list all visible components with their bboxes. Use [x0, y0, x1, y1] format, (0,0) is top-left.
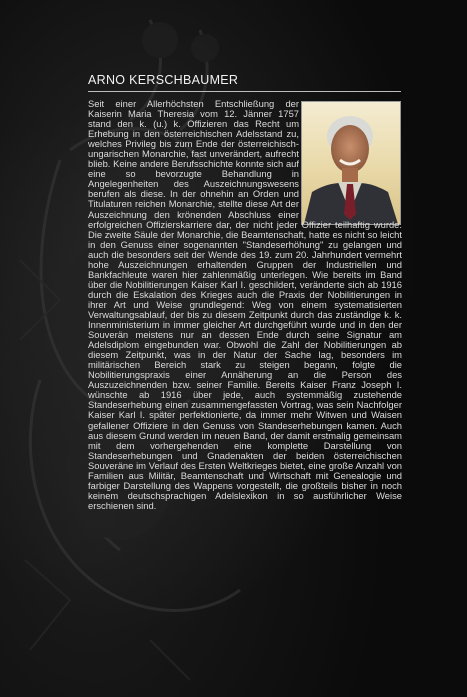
author-name: ARNO KERSCHBAUMER: [88, 73, 239, 87]
portrait-spacer: [299, 99, 402, 219]
body-text-content: Seit einer Allerhöchsten Entschließung der Kaiserin Maria Theresia vom 12. Jänner 1757 stand den k. (u.) k. Offizieren das Recht um Erhebung in den österreichischen Adelsstand zu, welches Privileg bis zum Ende der österreichisch-ungarischen Monarchie, fast unverändert, aufrecht blieb. Keine andere Berufsschichte konnte sich auf eine so bevorzugte Behandlung in Angelegenheiten des Auszeichnungswesens berufen als diese. In der ohnehin an Orden und Titulaturen reichen Monarchie, stellte diese Art der Auszeichnung den krönenden Abschluss einer erfolgreichen Offizierskarriere dar, der nicht jeder Offizier teilhaftig wurde. Die zweite Säule der Monarchie, die Beamtenschaft, hatte es nicht so leicht in den Genuss einer sogenannten "Standeserhöhung" zu gelangen und auch die besonders seit der Wende des 19. zum 20. Jahrhundert vermehrt hohe Auszeichnungen erhaltenden Gruppen der Industriellen und Bankfachleute waren hier zahlenmäßig unterlegen. Wie bereits im Band über die Nobilitierungen Kaiser Karl I. geschildert, veränderte sich ab 1916 durch die Eskalation des Krieges auch die Praxis der Nobilitierungen in ihrer Art und Weise grundlegend: Weg von einem systematisierten Verwaltungsablauf, der bis zu diesem Zeitpunkt durch das zuständige k. k. Innenministerium in immer gleicher Art durchgeführt wurde und in den der Souverän meistens nur an dessen Ende durch seine Signatur am Adelsdiplom eingebunden war. Obwohl die Zahl der Nobilitierungen ab diesem Zeitpunkt, was in der Natur der Sache lag, besonders im militärischen Bereich stark zu steigen begann, folgte die Nobilitierungspraxis einer Annäherung an die Person des Auszuzeichnenden bzw. seiner Familie. Bereits Kaiser Franz Joseph I. wünschte ab 1916 über jede, auch systemmäßig zustehende Standeserhebung einen zusammengefassten Vortrag, was sein Nachfolger Kaiser Karl I. später perfektionierte, da immer mehr Witwen und Waisen gefallener Offiziere in den Genuss von Standeserhebungen kamen. Auch aus diesem Grund werden im neuen Band, der damit erstmalig gemeinsam mit dem vorhergehenden eine komplette Darstellung von Standeserhebungen und Gnadenakten der beiden österreichischen Souveräne im Verlauf des Ersten Weltkrieges bietet, eine große Anzahl von Familien aus Militär, Beamtenschaft und Wirtschaft mit Genealogie und farbiger Darstellung des Wappens vorgestellt, die großteils bisher in noch keinem deutschsprachigen Adelslexikon in so ausführlicher Weise erschienen sind.: [88, 98, 402, 511]
body-text: [88, 99, 402, 511]
title-divider: [88, 91, 401, 92]
